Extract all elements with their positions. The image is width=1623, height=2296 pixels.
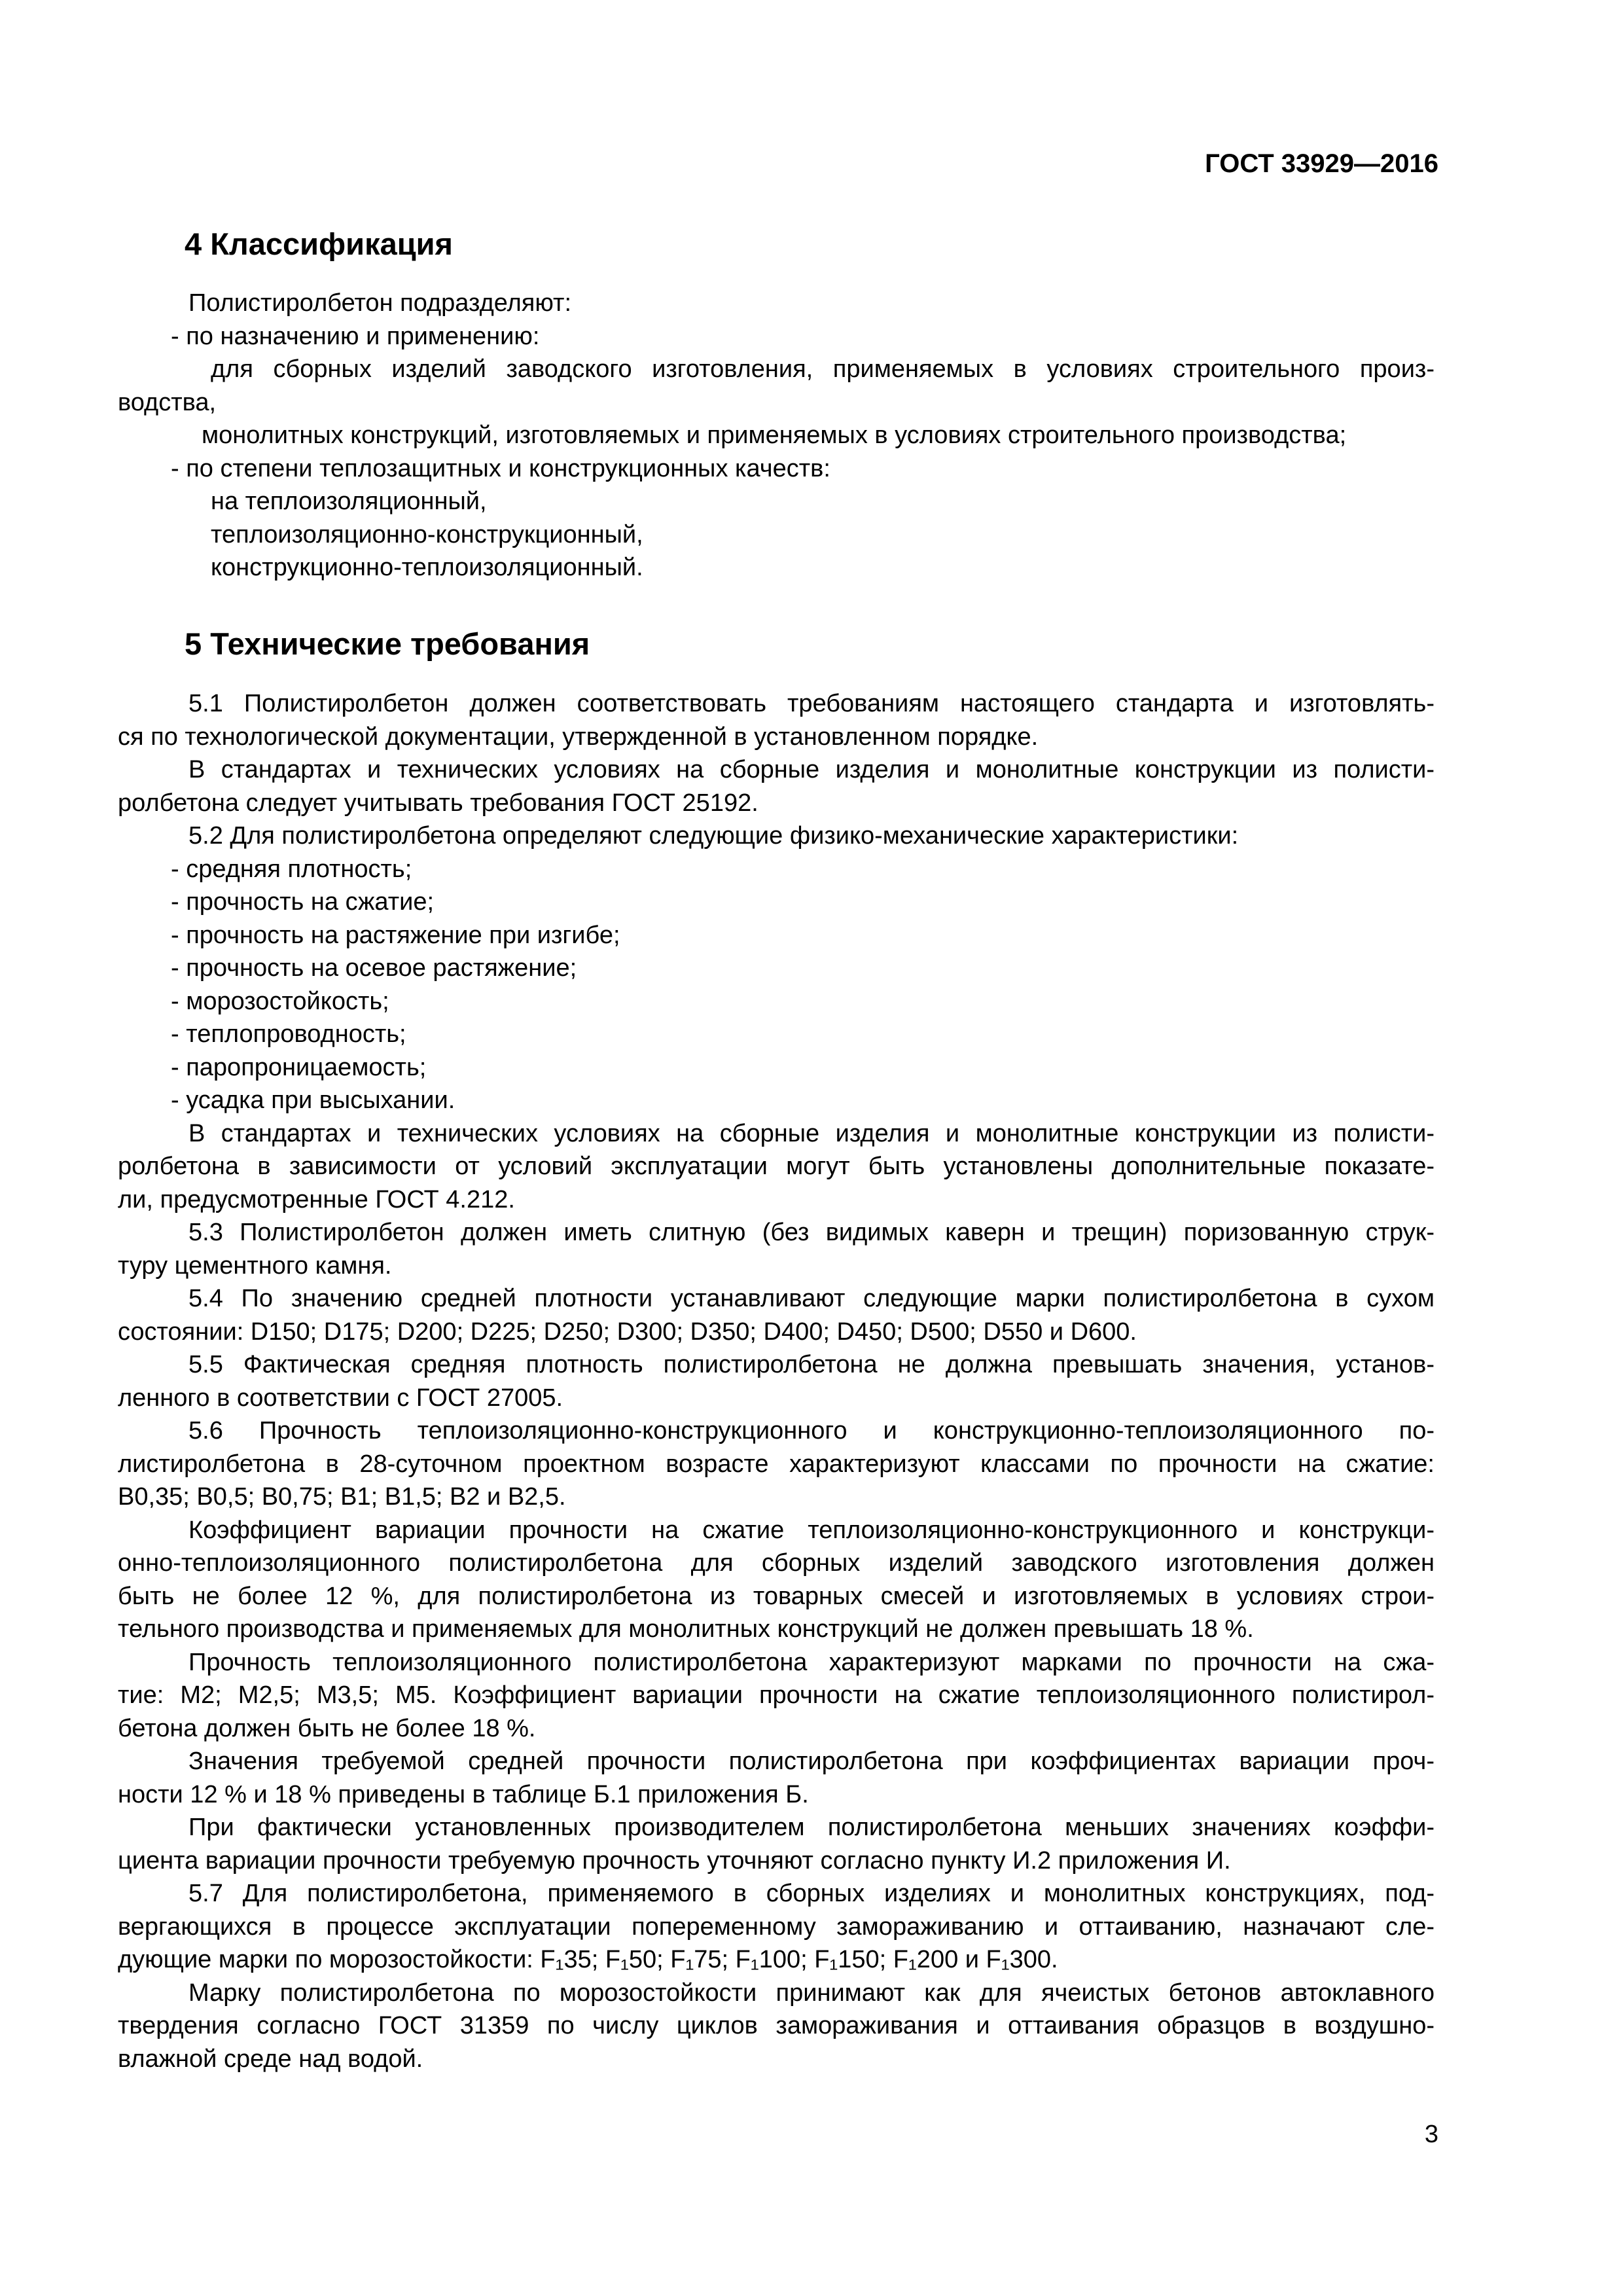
- text-line: дующие марки по морозостойкости: F₁35; F₁50; F₁75; F₁100; F₁150; F₁200 и F₁300.: [118, 1946, 1058, 1973]
- text-line: твердения согласно ГОСТ 31359 по числу циклов замораживания и оттаивания образцов в воздушно-: [118, 2012, 1435, 2039]
- text-line: Прочность теплоизоляционного полистиролбетона характеризуют марками по прочности на сжа-: [188, 1648, 1435, 1676]
- text-line: В стандартах и технических условиях на сборные изделия и монолитные конструкции из полисти-: [188, 1119, 1435, 1147]
- text-line: на теплоизоляционный,: [211, 488, 487, 515]
- text-line: ролбетона в зависимости от условий эксплуатации могут быть установлены дополнительные показате-: [118, 1153, 1435, 1180]
- paragraph: [118, 419, 1435, 452]
- paragraph: [118, 853, 1435, 886]
- text-line: - средняя плотность;: [171, 855, 412, 883]
- paragraph: [118, 1117, 1435, 1217]
- text-line: - по назначению и применению:: [171, 322, 540, 350]
- paragraph: [118, 485, 1435, 518]
- paragraph: [118, 1084, 1435, 1117]
- text-line: ли, предусмотренные ГОСТ 4.212.: [118, 1185, 515, 1213]
- text-line: состоянии: D150; D175; D200; D225; D250; D300; D350; D400; D450; D500; D550 и D600.: [118, 1318, 1137, 1346]
- paragraph: [118, 320, 1435, 353]
- text-line: ся по технологической документации, утвержденной в установленном порядке.: [118, 723, 1039, 751]
- text-line: 5.2 Для полистиролбетона определяют следующие физико-механические характеристики:: [188, 822, 1239, 850]
- paragraph: [118, 886, 1435, 919]
- text-line: - теплопроводность;: [171, 1020, 406, 1048]
- paragraph: [118, 1977, 1435, 2076]
- text-line: 5.7 Для полистиролбетона, применяемого в сборных изделиях и монолитных конструкциях, под-: [188, 1880, 1435, 1907]
- paragraph: [118, 1018, 1435, 1051]
- text-line: Значения требуемой средней прочности полистиролбетона при коэффициентах вариации проч-: [188, 1748, 1435, 1775]
- text-line: - по степени теплозащитных и конструкционных качеств:: [171, 454, 830, 482]
- text-line: конструкционно-теплоизоляционный.: [211, 554, 643, 581]
- section-4-heading: 4 Классификация: [185, 226, 453, 261]
- text-line: - прочность на осевое растяжение;: [171, 954, 577, 982]
- text-line: водства,: [118, 388, 217, 416]
- paragraph: [118, 1646, 1435, 1746]
- text-line: тельного производства и применяемых для монолитных конструкций не должен превышать 18 %.: [118, 1615, 1254, 1643]
- paragraph: [118, 1216, 1435, 1282]
- text-line: 5.1 Полистиролбетон должен соответствовать требованиям настоящего стандарта и изготовлять-: [188, 690, 1435, 717]
- text-line: листиролбетона в 28-суточном проектном возрасте характеризуют классами по прочности на сжатие:: [118, 1450, 1435, 1478]
- text-line: - прочность на растяжение при изгибе;: [171, 921, 620, 949]
- paragraph: [118, 1282, 1435, 1348]
- text-line: туру цементного камня.: [118, 1251, 392, 1280]
- paragraph: [118, 551, 1435, 584]
- text-line: - прочность на сжатие;: [171, 888, 435, 916]
- paragraph: [118, 1811, 1435, 1877]
- text-line: Коэффициент вариации прочности на сжатие теплоизоляционно-конструкционного и конструкци-: [188, 1516, 1435, 1544]
- text-line: ролбетона следует учитывать требования ГОСТ 25192.: [118, 789, 758, 817]
- paragraph: [118, 687, 1435, 753]
- text-line: онно-теплоизоляционного полистиролбетона для сборных изделий заводского изготовления должен: [118, 1549, 1435, 1577]
- paragraph: [118, 753, 1435, 819]
- text-line: монолитных конструкций, изготовляемых и применяемых в условиях строительного производства;: [202, 422, 1347, 449]
- text-line: для сборных изделий заводского изготовления, применяемых в условиях строительного произ-: [211, 355, 1435, 383]
- paragraph: [118, 919, 1435, 952]
- text-line: 5.6 Прочность теплоизоляционно-конструкционного и конструкционно-теплоизоляционного по-: [188, 1417, 1435, 1444]
- section-4-body: [118, 287, 1435, 584]
- paragraph: [118, 952, 1435, 985]
- paragraph: [118, 985, 1435, 1018]
- text-line: вергающихся в процессе эксплуатации попеременному замораживанию и оттаиванию, назначают сле-: [118, 1912, 1435, 1941]
- text-line: теплоизоляционно-конструкционный,: [211, 520, 643, 548]
- text-line: - паропроницаемость;: [171, 1053, 427, 1081]
- text-line: В0,35; В0,5; В0,75; В1; В1,5; В2 и В2,5.: [118, 1483, 566, 1511]
- paragraph: [118, 819, 1435, 853]
- paragraph: [118, 1348, 1435, 1414]
- page-number: 3: [1424, 2121, 1438, 2148]
- text-line: ности 12 % и 18 % приведены в таблице Б.1 приложения Б.: [118, 1780, 809, 1808]
- paragraph: [118, 1745, 1435, 1811]
- paragraph: [118, 353, 1435, 419]
- text-line: При фактически установленных производителем полистиролбетона меньших значениях коэффи-: [188, 1814, 1435, 1841]
- paragraph: [118, 1414, 1435, 1514]
- paragraph: [118, 518, 1435, 552]
- paragraph: [118, 287, 1435, 320]
- text-line: быть не более 12 %, для полистиролбетона из товарных смесей и изготовляемых в условиях строи-: [118, 1582, 1435, 1610]
- text-line: циента вариации прочности требуемую прочность уточняют согласно пункту И.2 приложения И.: [118, 1846, 1231, 1874]
- section-5-heading: 5 Технические требования: [185, 626, 590, 661]
- text-line: Полистиролбетон подразделяют:: [188, 289, 572, 317]
- text-line: 5.3 Полистиролбетон должен иметь слитную (без видимых каверн и трещин) поризованную струк-: [188, 1219, 1435, 1246]
- text-line: - усадка при высыхании.: [171, 1086, 455, 1114]
- paragraph: [118, 1877, 1435, 1977]
- text-line: бетона должен быть не более 18 %.: [118, 1714, 536, 1742]
- paragraph: [118, 452, 1435, 486]
- text-line: 5.5 Фактическая средняя плотность полистиролбетона не должна превышать значения, установ-: [188, 1351, 1435, 1378]
- text-line: Марку полистиролбетона по морозостойкости принимают как для ячеистых бетонов автоклавного: [188, 1979, 1435, 2007]
- text-line: - морозостойкость;: [171, 987, 389, 1015]
- text-line: влажной среде над водой.: [118, 2045, 423, 2073]
- text-line: тие: М2; М2,5; М3,5; М5. Коэффициент вариации прочности на сжатие теплоизоляционного полистирол-: [118, 1681, 1435, 1709]
- text-line: 5.4 По значению средней плотности устанавливают следующие марки полистиролбетона в сухом: [188, 1285, 1435, 1312]
- text-line: В стандартах и технических условиях на сборные изделия и монолитные конструкции из полисти-: [188, 756, 1435, 783]
- paragraph: [118, 1514, 1435, 1646]
- section-5-body: [118, 687, 1435, 2075]
- text-line: ленного в соответствии с ГОСТ 27005.: [118, 1384, 563, 1412]
- paragraph: [118, 1051, 1435, 1085]
- document-code: ГОСТ 33929—2016: [1205, 149, 1438, 178]
